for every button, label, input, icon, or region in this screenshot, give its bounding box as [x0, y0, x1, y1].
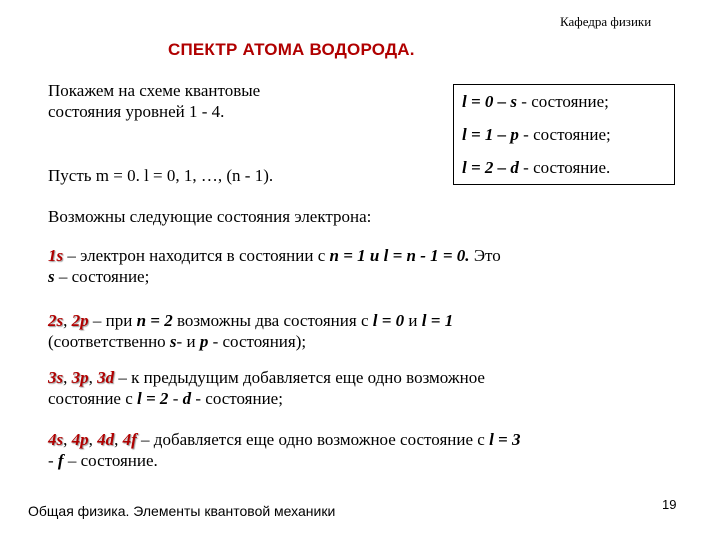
state-2s: 2s: [48, 311, 64, 330]
page-number: 19: [662, 497, 677, 512]
paragraph-4: 4s, 4p, 4d, 4f – добавляется еще одно возможное состояние с l = 3 - f – состояние.: [48, 430, 521, 470]
slide-title: СПЕКТР АТОМА ВОДОРОДА.: [168, 40, 415, 59]
intro-line-1: Покажем на схеме квантовые: [48, 81, 261, 100]
state-4p: 4p: [71, 430, 89, 449]
state-4s: 4s: [48, 430, 64, 449]
orbital-box: [453, 84, 675, 185]
paragraph-1s: 1s – электрон находится в состоянии с n = 1 и l = n - 1 = 0. Это s – состояние;: [48, 246, 501, 286]
intro-line-2: состояния уровней 1 - 4.: [48, 102, 225, 121]
footer-course: Общая физика. Элементы квантовой механики: [28, 503, 336, 519]
states-heading: Возможны следующие состояния электрона:: [48, 207, 372, 226]
orbital-row-d: l = 2 – d - состояние.: [462, 158, 611, 177]
state-4d: 4d: [97, 430, 115, 449]
state-3p: 3p: [71, 368, 89, 387]
state-4f: 4f: [122, 430, 137, 449]
paragraph-3: 3s, 3p, 3d – к предыдущим добавляется еще одно возможное состояние с l = 2 - d - состояние;: [48, 368, 485, 408]
state-3s: 3s: [48, 368, 64, 387]
let-statement: Пусть m = 0. l = 0, 1, …, (n - 1).: [48, 166, 274, 185]
paragraph-2: 2s, 2p – при n = 2 возможны два состояния с l = 0 и l = 1 (соответственно s- и p - состояния);: [48, 311, 454, 351]
state-2p: 2p: [71, 311, 89, 330]
state-1s: 1s: [48, 246, 64, 265]
orbital-row-s: l = 0 – s - состояние;: [462, 92, 609, 111]
intro-text: [48, 80, 368, 122]
state-3d: 3d: [97, 368, 115, 387]
orbital-row-p: l = 1 – p - состояние;: [462, 125, 611, 144]
department-label: Кафедра физики: [560, 14, 652, 29]
